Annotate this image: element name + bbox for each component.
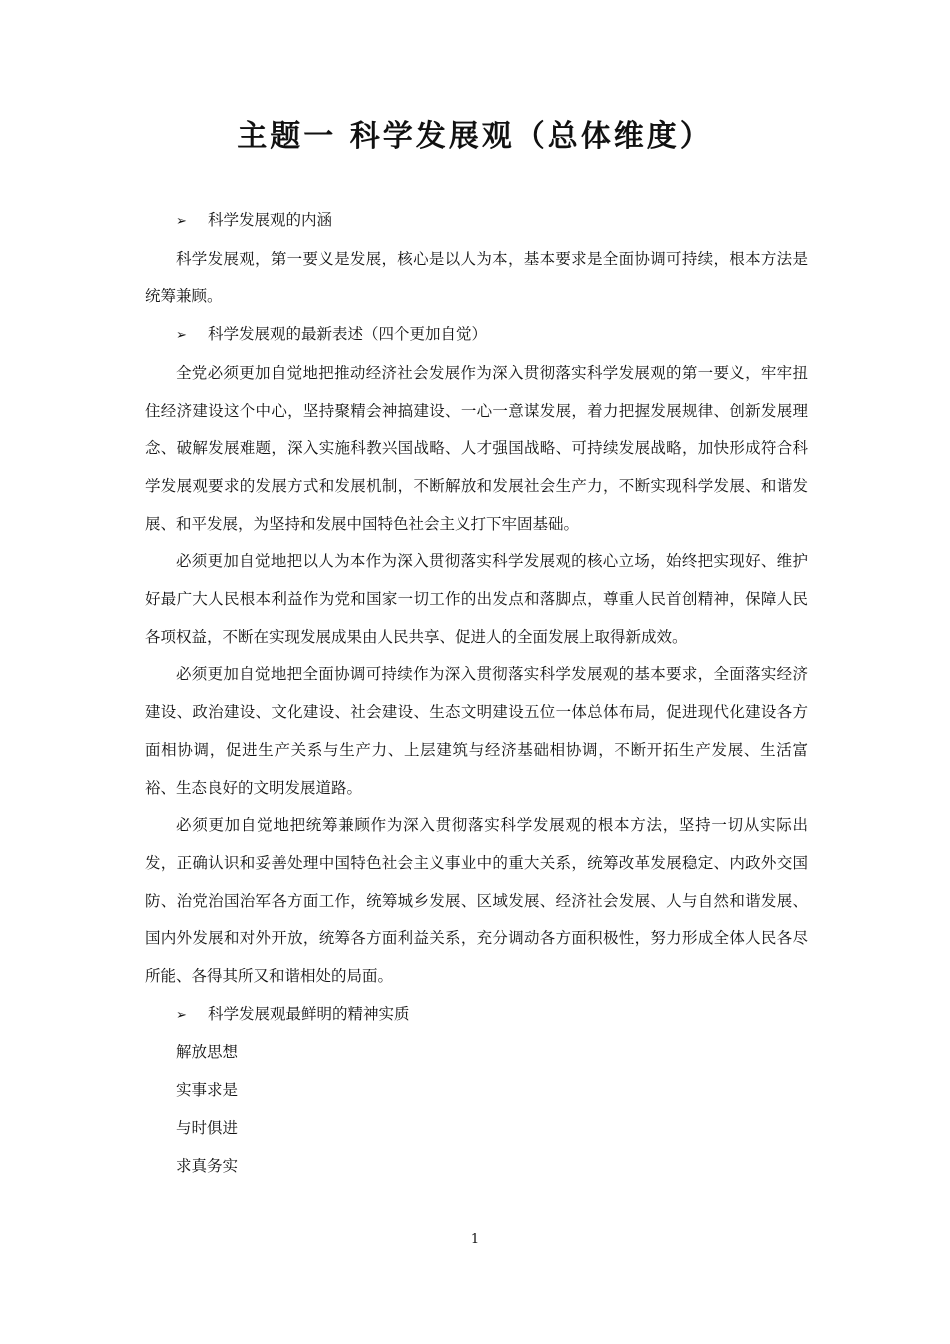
page-number: 1 <box>470 1232 480 1247</box>
paragraph-core-position: 必须更加自觉地把以人为本作为深入贯彻落实科学发展观的核心立场，始终把实现好、维护好最广大人民根本利益作为党和国家一切工作的出发点和落脚点，尊重人民首创精神，保障人民各项权益，不断在实现发展成果由人民共享、促进人的全面发展上取得新成效。 <box>145 552 808 646</box>
list-item: 求真务实 <box>176 1156 239 1175</box>
arrow-bullet-icon: ➢ <box>176 214 187 229</box>
paragraph-basic-requirement: 必须更加自觉地把全面协调可持续作为深入贯彻落实科学发展观的基本要求，全面落实经济建设、政治建设、文化建设、社会建设、生态文明建设五位一体总体布局，促进现代化建设各方面相协调，促进生产关系与生产力、上层建筑与经济基础相协调，不断开拓生产发展、生活富裕、生态良好的文明发展道路。 <box>145 665 808 797</box>
section-heading-spiritual-essence <box>145 996 808 1035</box>
arrow-bullet-icon: ➢ <box>176 1007 187 1023</box>
arrow-bullet-icon: ➢ <box>176 328 187 344</box>
list-item: 与时俱进 <box>176 1118 239 1137</box>
paragraph-connotation: 科学发展观，第一要义是发展，核心是以人为本，基本要求是全面协调可持续，根本方法是统筹兼顾。 <box>145 249 808 306</box>
list-item: 实事求是 <box>176 1081 239 1100</box>
paragraph-fundamental-method: 必须更加自觉地把统筹兼顾作为深入贯彻落实科学发展观的根本方法，坚持一切从实际出发，正确认识和妥善处理中国特色社会主义事业中的重大关系，统筹改革发展稳定、内政外交国防、治党治国治军各方面工作，统筹城乡发展、区域发展、经济社会发展、人与自然和谐发展、国内外发展和对外开放，统筹各方面利益关系，充分调动各方面积极性，努力形成全体人民各尽所能、各得其所又和谐相处的局面。 <box>145 816 808 986</box>
section-heading-text: 科学发展观的内涵 <box>208 211 333 229</box>
section-heading-text: 科学发展观的最新表述（四个更加自觉） <box>208 325 488 344</box>
section-heading-latest-expression <box>145 316 808 355</box>
section-heading-connotation <box>145 202 808 241</box>
paragraph-first-requirement: 全党必须更加自觉地把推动经济社会发展作为深入贯彻落实科学发展观的第一要义，牢牢扭住经济建设这个中心，坚持聚精会神搞建设、一心一意谋发展，着力把握发展规律、创新发展理念、破解发展难题，深入实施科教兴国战略、人才强国战略、可持续发展战略，加快形成符合科学发展观要求的发展方式和发展机制，不断解放和发展社会生产力，不断实现科学发展、和谐发展、和平发展，为坚持和发展中国特色社会主义打下牢固基础。 <box>145 363 808 533</box>
section-heading-text: 科学发展观最鲜明的精神实质 <box>208 1004 410 1023</box>
document-body <box>145 202 808 1185</box>
list-item: 解放思想 <box>176 1043 239 1062</box>
document-title: 主题一 科学发展观（总体维度） <box>237 119 713 154</box>
